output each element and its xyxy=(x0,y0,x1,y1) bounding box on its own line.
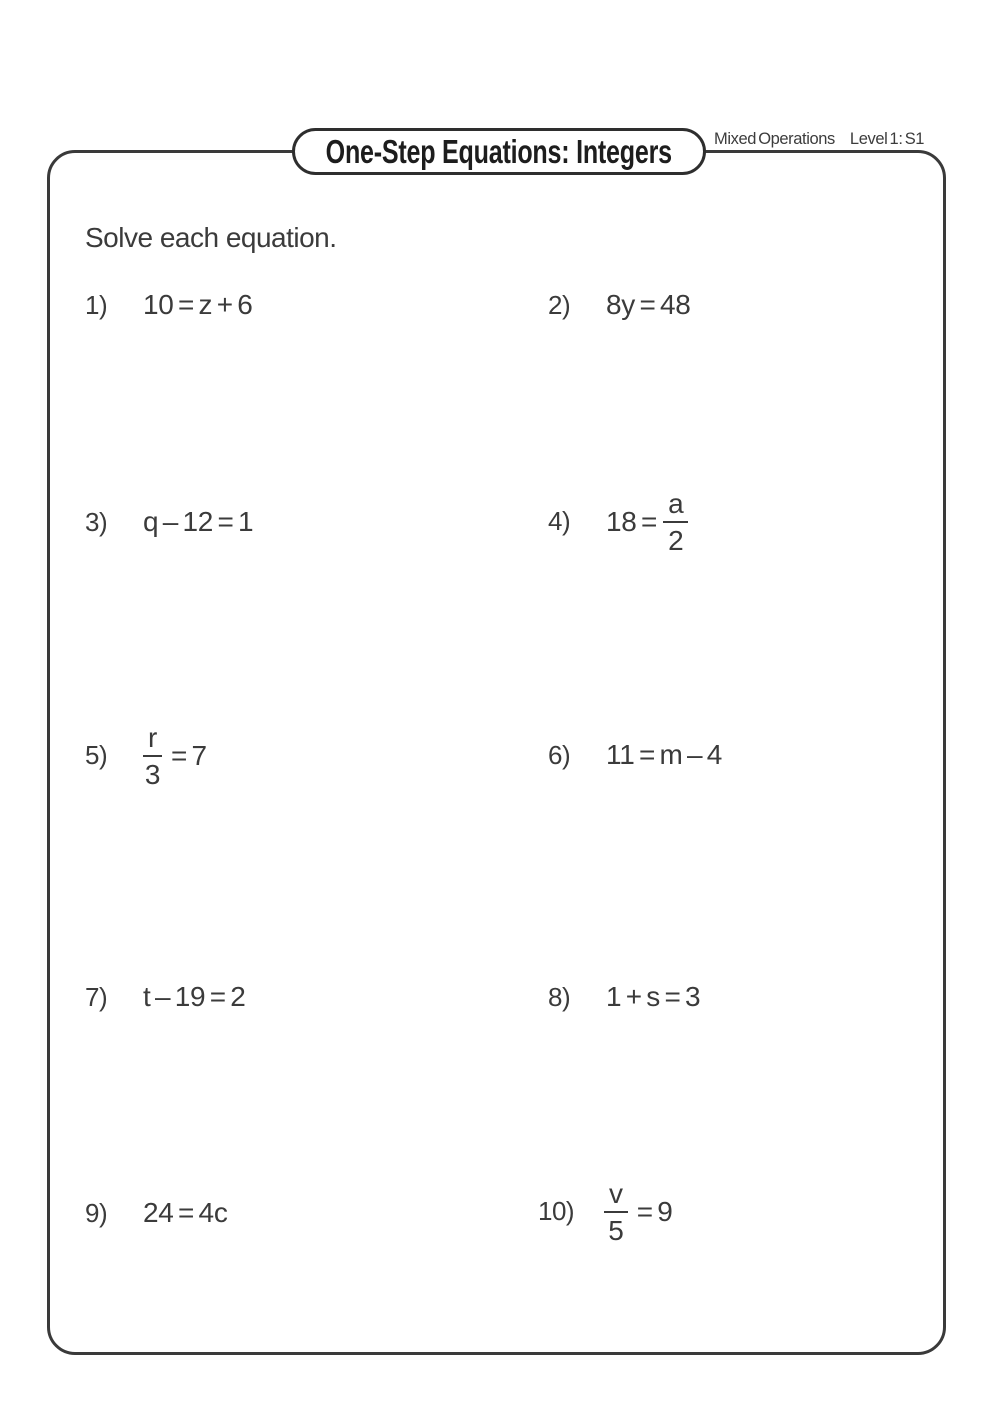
problem-number: 9) xyxy=(85,1197,108,1228)
problem-number: 7) xyxy=(85,981,108,1012)
problem-7 xyxy=(85,980,246,1014)
equation: q – 12 = 1 xyxy=(143,506,254,537)
problem-1 xyxy=(85,288,253,322)
problem-6 xyxy=(548,738,722,772)
problem-10 xyxy=(538,1178,673,1246)
instruction-text: Solve each equation. xyxy=(85,222,337,253)
fraction-numerator: r xyxy=(143,722,162,757)
equation: 8y = 48 xyxy=(606,289,691,320)
equation-suffix: = 9 xyxy=(636,1195,673,1227)
problem-number: 1) xyxy=(85,289,108,320)
equation xyxy=(606,488,697,556)
fraction-denominator: 5 xyxy=(608,1215,624,1247)
equation: 11 = m – 4 xyxy=(606,739,723,770)
fraction xyxy=(143,722,162,790)
problem-2 xyxy=(548,288,691,322)
problem-9 xyxy=(85,1196,228,1230)
equation xyxy=(143,722,207,790)
problem-number: 5) xyxy=(85,740,108,771)
equation-prefix: 18 = xyxy=(606,505,658,537)
problem-number: 8) xyxy=(548,981,571,1012)
problem-8 xyxy=(548,980,700,1014)
fraction xyxy=(663,488,688,556)
fraction-numerator: v xyxy=(604,1178,628,1213)
problem-3 xyxy=(85,505,253,539)
problem-number: 6) xyxy=(548,739,571,770)
problem-number: 4) xyxy=(548,506,571,537)
problem-number: 2) xyxy=(548,289,571,320)
worksheet-title: One-Step Equations: Integers xyxy=(325,132,673,170)
equation: 24 = 4c xyxy=(143,1197,228,1228)
fraction xyxy=(604,1178,628,1246)
equation: 10 = z + 6 xyxy=(143,289,253,320)
problem-5 xyxy=(85,722,207,790)
equation xyxy=(604,1178,673,1246)
worksheet-meta xyxy=(714,130,924,149)
problem-number: 10) xyxy=(538,1196,575,1227)
fraction-denominator: 3 xyxy=(144,759,161,791)
problem-number: 3) xyxy=(85,506,108,537)
worksheet-level: Level 1: S1 xyxy=(849,130,925,148)
fraction-numerator: a xyxy=(663,488,688,523)
equation: 1 + s = 3 xyxy=(606,981,701,1012)
equation-suffix: = 7 xyxy=(171,739,207,771)
worksheet-title-pill xyxy=(292,128,706,175)
fraction-denominator: 2 xyxy=(668,525,684,557)
problem-4 xyxy=(548,488,697,556)
worksheet-category: Mixed Operations xyxy=(714,130,835,148)
equation: t – 19 = 2 xyxy=(143,981,246,1012)
